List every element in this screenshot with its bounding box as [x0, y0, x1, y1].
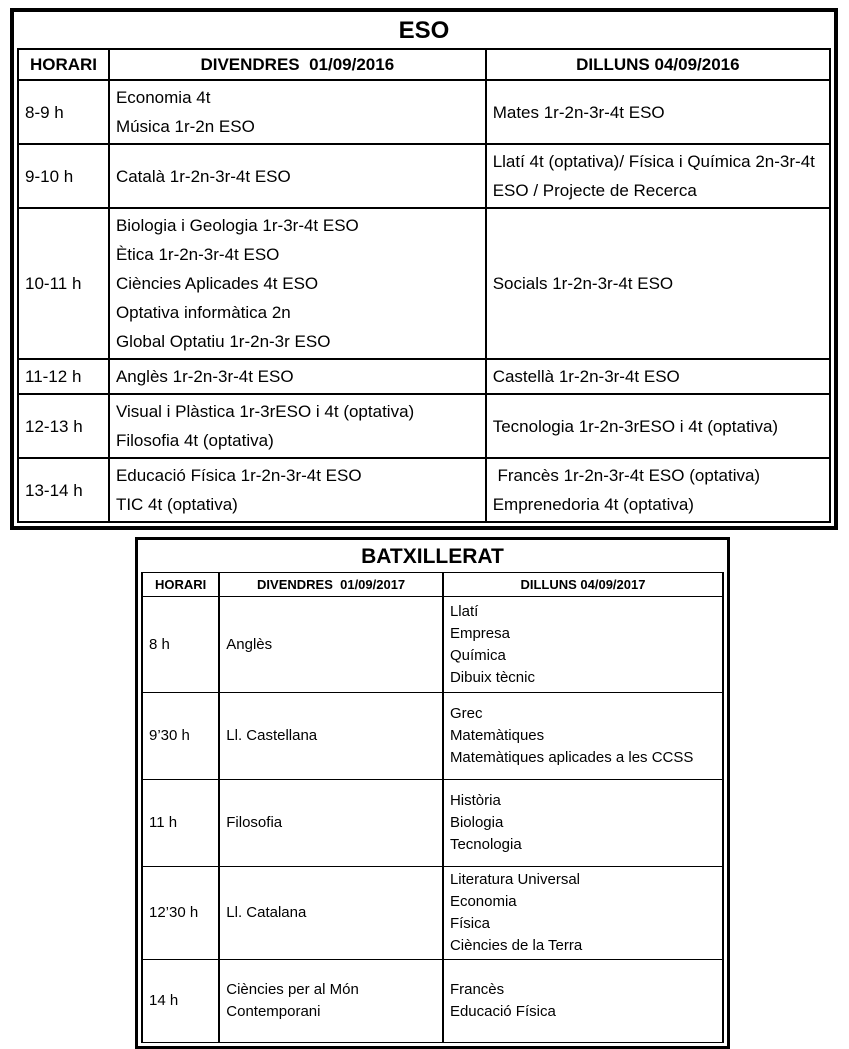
cell-line: Història — [449, 792, 501, 809]
cell-line: Mates 1r-2n-3r-4t ESO — [492, 102, 665, 122]
cell-line: Literatura Universal — [449, 871, 580, 888]
eso-row-5 — [18, 394, 830, 458]
cell-line: Ll. Catalana — [226, 904, 307, 921]
cell-line: Ll. Castellana — [226, 727, 318, 744]
batxillerat-row-4-dilluns — [443, 867, 723, 960]
eso-row-5-time — [18, 394, 109, 458]
eso-row-2-time — [18, 144, 109, 208]
eso-row-6-dilluns — [486, 458, 830, 522]
eso-row-4-dilluns — [486, 359, 830, 394]
eso-row-1-time — [18, 80, 109, 144]
batxillerat-header-horari: HORARI — [142, 573, 219, 597]
batxillerat-row-1-time — [142, 597, 219, 693]
cell-line: 9’30 h — [149, 727, 190, 744]
eso-row-1-divendres — [109, 80, 486, 144]
cell-line: Anglès — [226, 635, 273, 653]
cell-line: TIC 4t (optativa) — [115, 495, 238, 514]
eso-row-6-time — [18, 458, 109, 522]
batxillerat-row-2-dilluns — [443, 693, 723, 780]
cell-line: Filosofia 4t (optativa) — [115, 431, 274, 450]
eso-row-2-dilluns — [486, 144, 830, 208]
batxillerat-row-3 — [142, 780, 723, 867]
batxillerat-row-1-dilluns — [443, 597, 723, 693]
batxillerat-header-divendres: DIVENDRES 01/09/2017 — [219, 573, 443, 597]
cell-line: Tecnologia 1r-2n-3rESO i 4t (optativa) — [492, 416, 779, 436]
cell-line: Català 1r-2n-3r-4t ESO — [115, 166, 291, 186]
eso-row-6 — [18, 458, 830, 522]
batxillerat-schedule-table — [135, 537, 730, 1049]
cell-line: Visual i Plàstica 1r-3rESO i 4t (optativa) — [115, 402, 415, 421]
cell-line: Música 1r-2n ESO — [115, 117, 255, 136]
batxillerat-row-5 — [142, 960, 723, 1043]
cell-line: Biologia i Geologia 1r-3r-4t ESO — [115, 216, 359, 235]
eso-grid — [17, 48, 831, 523]
cell-line: 8 h — [149, 635, 170, 653]
cell-line: 12-13 h — [25, 416, 83, 436]
cell-line: Economia 4t — [115, 88, 211, 107]
cell-line: Llatí 4t (optativa)/ Física i Química 2n-3r-4t ESO / Projecte de Recerca — [492, 152, 820, 200]
cell-line: Optativa informàtica 2n — [115, 303, 291, 322]
cell-line: Dibuix tècnic — [449, 668, 535, 686]
batxillerat-row-5-time — [142, 960, 219, 1043]
eso-row-4-divendres — [109, 359, 486, 394]
cell-line: Educació Física 1r-2n-3r-4t ESO — [115, 466, 362, 485]
eso-table-title: ESO — [398, 17, 450, 44]
eso-row-4-time — [18, 359, 109, 394]
cell-line: Física — [449, 915, 490, 932]
batxillerat-row-4 — [142, 867, 723, 960]
batxillerat-header-row — [142, 573, 723, 597]
eso-row-5-divendres — [109, 394, 486, 458]
cell-line: Economia — [449, 893, 517, 910]
cell-line: Matemàtiques aplicades a les CCSS — [449, 749, 694, 766]
batxillerat-row-3-divendres — [219, 780, 443, 867]
eso-row-3-time — [18, 208, 109, 359]
batxillerat-row-1 — [142, 597, 723, 693]
cell-line: Socials 1r-2n-3r-4t ESO — [492, 274, 674, 293]
eso-row-3-dilluns — [486, 208, 830, 359]
eso-row-3 — [18, 208, 830, 359]
cell-line: Global Optatiu 1r-2n-3r ESO — [115, 332, 331, 351]
batxillerat-row-5-dilluns — [443, 960, 723, 1043]
cell-line: 11 h — [149, 814, 178, 831]
batxillerat-row-2 — [142, 693, 723, 780]
cell-line: Llatí — [449, 602, 479, 620]
cell-line: Biologia — [449, 814, 504, 831]
eso-row-5-dilluns — [486, 394, 830, 458]
cell-line: Ciències per al Món Contemporani — [226, 981, 363, 1020]
cell-line: Anglès 1r-2n-3r-4t ESO — [115, 367, 294, 386]
cell-line: 12’30 h — [149, 904, 199, 921]
eso-row-4 — [18, 359, 830, 394]
batxillerat-row-1-divendres — [219, 597, 443, 693]
eso-schedule-table — [10, 8, 838, 530]
batxillerat-row-2-divendres — [219, 693, 443, 780]
cell-line: Francès — [449, 981, 505, 998]
batxillerat-row-5-divendres — [219, 960, 443, 1043]
batxillerat-header-dilluns: DILLUNS 04/09/2017 — [443, 573, 723, 597]
cell-line: Francès 1r-2n-3r-4t ESO (optativa) — [492, 466, 761, 485]
cell-line: Grec — [449, 705, 483, 722]
batxillerat-grid — [141, 572, 724, 1043]
cell-line: Tecnologia — [449, 836, 522, 853]
eso-row-1 — [18, 80, 830, 144]
batxillerat-row-4-divendres — [219, 867, 443, 960]
cell-line: 10-11 h — [25, 274, 82, 293]
eso-header-divendres: DIVENDRES 01/09/2016 — [109, 49, 486, 80]
batxillerat-row-3-time — [142, 780, 219, 867]
batxillerat-row-2-time — [142, 693, 219, 780]
eso-row-3-divendres — [109, 208, 486, 359]
cell-line: Empresa — [449, 624, 510, 642]
cell-line: Química — [449, 646, 506, 664]
eso-header-dilluns: DILLUNS 04/09/2016 — [486, 49, 830, 80]
cell-line: 13-14 h — [25, 480, 83, 500]
cell-line: 11-12 h — [25, 367, 82, 386]
cell-line: Ciències Aplicades 4t ESO — [115, 274, 319, 293]
cell-line: Matemàtiques — [449, 727, 545, 744]
eso-header-row — [18, 49, 830, 80]
cell-line: 14 h — [149, 992, 179, 1009]
batxillerat-row-3-dilluns — [443, 780, 723, 867]
cell-line: Emprenedoria 4t (optativa) — [492, 495, 694, 514]
eso-row-2 — [18, 144, 830, 208]
cell-line: Educació Física — [449, 1003, 556, 1020]
batxillerat-table-title: BATXILLERAT — [361, 545, 504, 568]
cell-line: Castellà 1r-2n-3r-4t ESO — [492, 367, 680, 386]
cell-line: 8-9 h — [25, 102, 64, 122]
eso-row-6-divendres — [109, 458, 486, 522]
cell-line: 9-10 h — [25, 166, 74, 186]
cell-line: Ciències de la Terra — [449, 937, 583, 954]
eso-row-2-divendres — [109, 144, 486, 208]
cell-line: Ètica 1r-2n-3r-4t ESO — [115, 245, 280, 264]
batxillerat-row-4-time — [142, 867, 219, 960]
eso-row-1-dilluns — [486, 80, 830, 144]
eso-header-horari: HORARI — [18, 49, 109, 80]
cell-line: Filosofia — [226, 814, 283, 831]
